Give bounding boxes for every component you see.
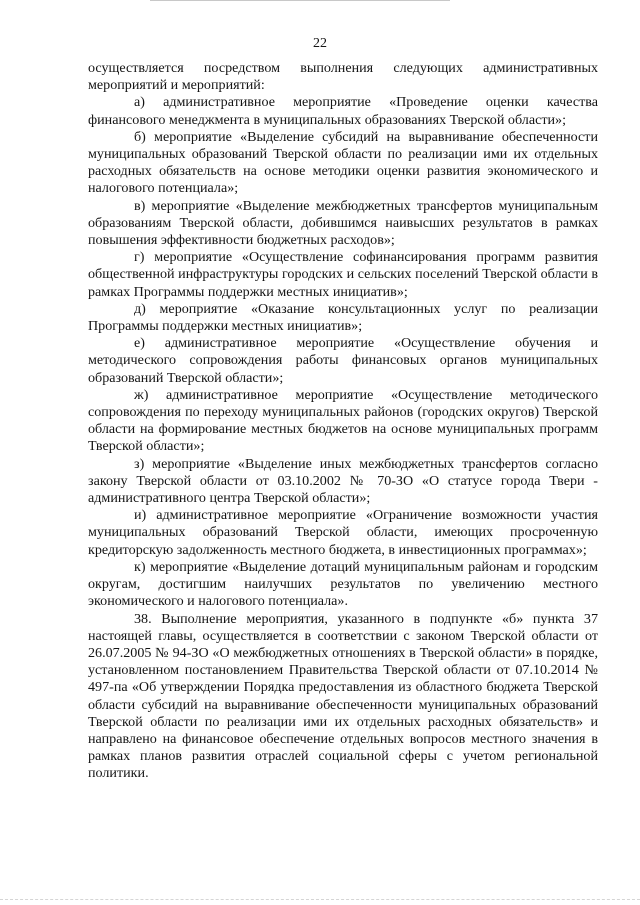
paragraph-item-e: е) административное мероприятие «Осуществление обучения и методического сопровождения работы финансовых органов муниципальных образований Тверской области»; bbox=[88, 335, 598, 386]
paragraph-item-v: в) мероприятие «Выделение межбюджетных трансфертов муниципальным образованиям Тверской области, добившимся наивысших результатов в рамках повышения эффективности бюджетных расходов»; bbox=[88, 197, 598, 249]
scan-edge-bottom bbox=[0, 899, 640, 901]
paragraph-item-b: б) мероприятие «Выделение субсидий на выравнивание обеспеченности муниципальных образований Тверской области по реализации ими их отдельных расходных обязательств на основе методики оценки развития экономического и налогового потенциала»; bbox=[88, 128, 598, 197]
paragraph-intro: осуществляется посредством выполнения следующих административных мероприятий и мероприятий: bbox=[88, 60, 598, 94]
document-body bbox=[88, 60, 598, 783]
paragraph-item-d: д) мероприятие «Оказание консультационных услуг по реализации Программы поддержки местных инициатив»; bbox=[88, 300, 598, 335]
paragraph-section-38: 38. Выполнение мероприятия, указанного в подпункте «б» пункта 37 настоящей главы, осуществляется в соответствии с законом Тверской области от 26.07.2005 № 94-ЗО «О межбюджетных отношениях в Тверской области» в порядке, установленном постановлением Правительства Тверской области от 07.10.2014 № 497-па «Об утверждении Порядка предоставления из областного бюджета Тверской области субсидий на выравнивание обеспеченности муниципальных образований Тверской области по реализации ими их отдельных расходных обязательств» и направлено на финансовое обеспечение отдельных вопросов местного значения в рамках планов развития отраслей социальной сферы с учетом региональной политики. bbox=[88, 610, 598, 782]
paragraph-item-zh: ж) административное мероприятие «Осуществление методического сопровождения по переходу муниципальных районов (городских округов) Тверской области на формирование местных бюджетов на основе муниципальных программ Тверской области»; bbox=[88, 386, 598, 455]
paragraph-item-k: к) мероприятие «Выделение дотаций муниципальным районам и городским округам, достигшим наилучших результатов по увеличению местного экономического и налогового потенциала». bbox=[88, 558, 598, 610]
paragraph-item-i: и) административное мероприятие «Ограничение возможности участия муниципальных образований Тверской области, имеющих просроченную кредиторскую задолженность местного бюджета, в инвестиционных программах»; bbox=[88, 507, 598, 558]
scan-edge-top bbox=[150, 0, 450, 3]
paragraph-item-g: г) мероприятие «Осуществление софинансирования программ развития общественной инфраструктуры городских и сельских поселений Тверской области в рамках Программы поддержки местных инициатив»; bbox=[88, 249, 598, 300]
paragraph-item-a: а) административное мероприятие «Проведение оценки качества финансового менеджмента в муниципальных образованиях Тверской области»; bbox=[88, 94, 598, 128]
paragraph-item-z: з) мероприятие «Выделение иных межбюджетных трансфертов согласно закону Тверской области от 03.10.2002 № 70-ЗО «О статусе города Твери - административного центра Тверской области»; bbox=[88, 455, 598, 507]
page-number: 22 bbox=[313, 36, 327, 51]
